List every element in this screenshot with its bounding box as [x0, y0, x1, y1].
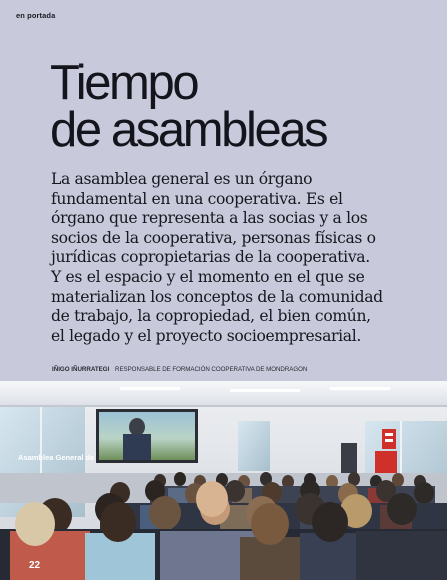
- assembly-photo: [0, 381, 447, 580]
- page-number: 22: [29, 560, 41, 571]
- lead-line: jurídicas copropietarias de la cooperativa.: [51, 248, 370, 267]
- article-title-line-1: Tiempo: [50, 56, 198, 110]
- lead-line: socios de la cooperativa, personas físicas o: [51, 228, 376, 247]
- article-title: [50, 56, 327, 157]
- lead-line: La asamblea general es un órgano: [51, 170, 313, 188]
- lead-line: órgano que representa a las socias y a los: [51, 209, 368, 228]
- lead-line: materializan los conceptos de la comunidad: [51, 287, 383, 306]
- article-title-line-2: de asambleas: [50, 103, 327, 157]
- lead-line: de trabajo, la copropiedad, el bien común,: [51, 307, 371, 326]
- photo-caption: Asamblea General de: [18, 453, 95, 462]
- byline-author: IÑIGO IÑURRATEGI: [52, 366, 110, 373]
- lead-line: el legado y el proyecto socioempresarial.: [51, 326, 361, 345]
- lead-paragraph: [51, 170, 381, 346]
- lead-line: Y es el espacio y el momento en el que se: [51, 267, 365, 286]
- assembly-photo-illustration: [0, 381, 447, 580]
- byline: [52, 366, 307, 373]
- section-tag: en portada: [16, 11, 56, 20]
- lead-line: fundamental en una cooperativa. Es el: [51, 189, 343, 208]
- byline-role: RESPONSABLE DE FORMACIÓN COOPERATIVA DE MONDRAGON: [115, 366, 308, 373]
